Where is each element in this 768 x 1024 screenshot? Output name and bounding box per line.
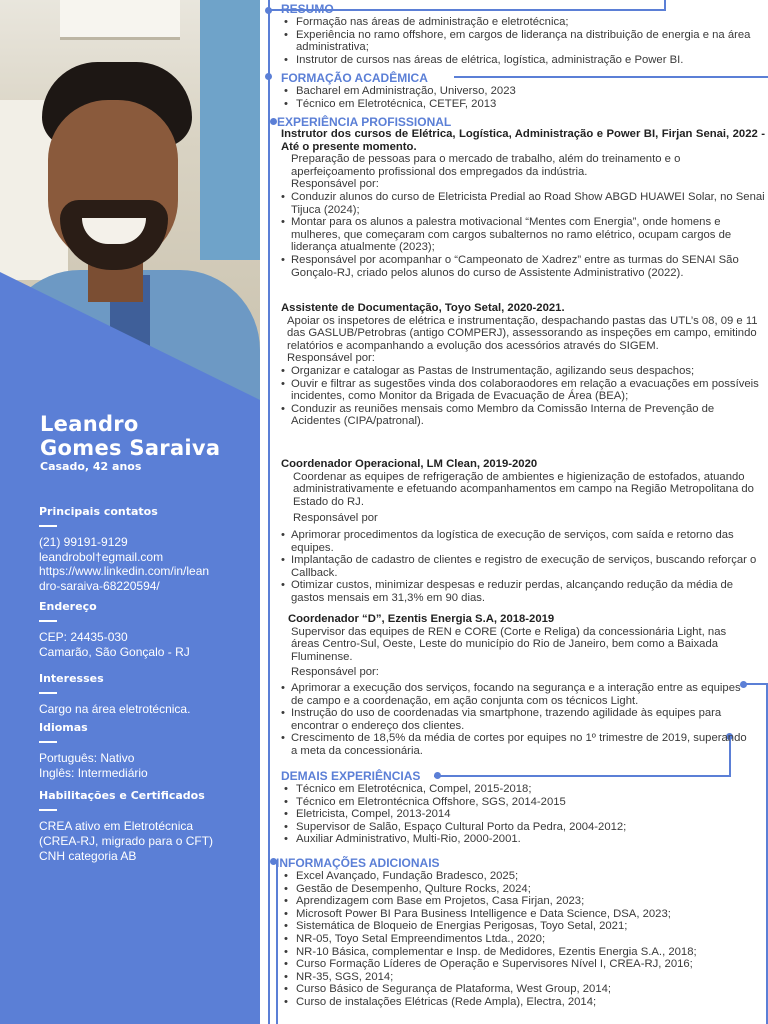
list-item: • Aprendizagem com Base em Projetos, Casa Firjan, 2023; xyxy=(280,895,764,908)
list-item: • Sistemática de Bloqueio de Energias Perigosas, Toyo Setal, 2021; xyxy=(280,920,764,933)
list-item: • Excel Avançado, Fundação Bradesco, 2025; xyxy=(280,870,764,883)
job-ezentis xyxy=(281,613,755,758)
timeline-connector xyxy=(276,860,278,1024)
resumo-title: RESUMO xyxy=(281,2,334,16)
timeline-line xyxy=(268,0,270,1024)
resumo-list xyxy=(280,16,762,66)
divider xyxy=(39,525,57,527)
list-item: • Técnico em Eletrotécnica, Compel, 2015-2018; xyxy=(280,783,762,796)
job-title: Coordenador “D”, Ezentis Energia S.A, 2018-2019 xyxy=(288,613,555,625)
language-item: Inglês: Intermediário xyxy=(39,766,148,780)
list-item: • Otimizar custos, minimizar despesas e reduzir perdas, alcançando redução da média de gastos mensais em 31,3% em 90 dias. xyxy=(281,579,765,604)
sidebar xyxy=(0,0,260,1024)
list-item: • Técnico em Eletrontécnica Offshore, SGS, 2014-2015 xyxy=(280,796,762,809)
timeline-connector xyxy=(664,0,666,11)
list-item: • Curso de instalações Elétricas (Rede Ampla), Electra, 2014; xyxy=(280,996,764,1009)
cert-line: (CREA-RJ, migrado para o CFT) xyxy=(39,834,214,848)
job-resp-label: Responsável por: xyxy=(287,352,375,365)
address-title: Endereço xyxy=(39,600,97,613)
address-section xyxy=(39,600,254,660)
photo-wedge xyxy=(0,0,260,400)
marital-status: Casado, 42 anos xyxy=(40,460,142,473)
job-toyo xyxy=(281,302,761,428)
list-item: • Instrutor de cursos nas áreas de elétrica, logística, administração e Power BI. xyxy=(280,54,762,67)
list-item: • Crescimento de 18,5% da média de cortes por equipes no 1º trimestre de 2019, superando a meta da concessionária. xyxy=(281,732,755,757)
address-city: Camarão, São Gonçalo - RJ xyxy=(39,645,190,659)
list-item: • NR-05, Toyo Setal Empreendimentos Ltda., 2020; xyxy=(280,933,764,946)
timeline-connector xyxy=(434,775,730,777)
address-cep: CEP: 24435-030 xyxy=(39,630,128,644)
timeline-dot xyxy=(265,73,272,80)
certs-section xyxy=(39,789,254,864)
list-item: • Curso Básico de Segurança de Plataforma, West Group, 2014; xyxy=(280,983,764,996)
cert-line: CREA ativo em Eletrotécnica xyxy=(39,819,194,833)
language-item: Português: Nativo xyxy=(39,751,135,765)
list-item: • Bacharel em Administração, Universo, 2023 xyxy=(280,85,762,98)
list-item: • Montar para os alunos a palestra motivacional “Mentes com Energia”, onde homens e mulheres, que começaram com cargos subalternos no ramo elétrico, ocupam cargos de liderança atualmente (2023); xyxy=(281,216,765,254)
list-item: • Ouvir e filtrar as sugestões vinda dos colaboraodores em relação a evacuações em possíveis incidentes, como Monitor da Brigada de Evacuação de Área (BEA); xyxy=(281,378,761,403)
job-resp-label: Responsável por: xyxy=(291,178,379,191)
languages-section xyxy=(39,721,254,781)
contacts-title: Principais contatos xyxy=(39,505,158,518)
list-item: • Eletricista, Compel, 2013-2014 xyxy=(280,808,762,821)
list-item: • Instrução do uso de coordenadas via smartphone, trazendo agilidade às equipes para encontrar o endereço dos clientes. xyxy=(281,707,755,732)
phone: (21) 99191-9129 xyxy=(39,535,128,549)
list-item: • NR-10 Básica, complementar e Insp. de Medidores, Ezentis Energia S.A., 2018; xyxy=(280,946,764,959)
first-name: Leandro xyxy=(40,412,139,436)
job-description: Apoiar os inspetores de elétrica e instrumentação, despachando pastas das UTL’s 08, 09 e 11 das GASLUB/Petrobras (antigo COMPERJ), assessorando as inspeções em campo, emitindo relatórios e acompanhando a evolução dos acessórios através do SIGEM. xyxy=(287,314,758,352)
job-lmclean xyxy=(281,458,765,605)
job-title: Instrutor dos cursos de Elétrica, Logística, Administração e Power BI, Firjan Senai, 2022 - Até o presente momento. xyxy=(281,128,765,153)
last-name: Gomes Saraiva xyxy=(40,436,221,460)
timeline-dot xyxy=(434,772,441,779)
demais-list xyxy=(280,783,762,846)
demais-title: DEMAIS EXPERIÊNCIAS xyxy=(281,769,421,783)
timeline-dot xyxy=(265,7,272,14)
experiencia-title: EXPERIÊNCIA PROFISSIONAL xyxy=(277,115,452,129)
formacao-list xyxy=(280,85,762,110)
list-item: • Conduzir as reuniões mensais como Membro da Comissão Interna de Prevenção de Acidentes (CIPA/patronal). xyxy=(281,403,761,428)
linkedin-line1[interactable]: https://www.linkedin.com/in/lean xyxy=(39,564,210,578)
list-item: • Conduzir alunos do curso de Eletricista Predial ao Road Show ABGD HUAWEI Solar, no Senai Tijuca (2024); xyxy=(281,191,765,216)
job-resp-label: Responsável por xyxy=(293,512,378,525)
list-item: • NR-35, SGS, 2014; xyxy=(280,971,764,984)
divider xyxy=(39,741,57,743)
name-block xyxy=(40,412,255,474)
job-description: Coordenar as equipes de refrigeração de ambientes e higienização de estofados, atuando administrativamente e efetuando acompanhamentos em campo na Região Metropolitana do Estado do RJ. xyxy=(293,470,754,508)
list-item: • Aprimorar a execução dos serviços, focando na segurança e a interação entre as equipes de campo e a coordenação, em ação conjunta com os técnicos Light. xyxy=(281,682,755,707)
list-item: • Organizar e catalogar as Pastas de Instrumentação, agilizando seus despachos; xyxy=(281,365,761,378)
list-item: • Aprimorar procedimentos da logística de execução de serviços, com saída e retorno das equipes. xyxy=(281,529,765,554)
interests-text: Cargo na área eletrotécnica. xyxy=(39,702,191,716)
job-firjan xyxy=(281,128,765,279)
list-item: • Gestão de Desempenho, Qulture Rocks, 2024; xyxy=(280,883,764,896)
formacao-title: FORMAÇÃO ACADÊMICA xyxy=(281,71,428,85)
list-item: • Implantação de cadastro de clientes e registro de execução de serviços, buscando reforçar o Callback. xyxy=(281,554,765,579)
interests-title: Interesses xyxy=(39,672,104,685)
adicionais-title: INFORMAÇÕES ADICIONAIS xyxy=(276,856,440,870)
adicionais-list xyxy=(280,870,764,1009)
timeline-connector xyxy=(454,76,768,78)
certs-title: Habilitações e Certificados xyxy=(39,789,205,802)
list-item: • Microsoft Power BI Para Business Intelligence e Data Science, DSA, 2023; xyxy=(280,908,764,921)
divider xyxy=(39,692,57,694)
timeline-dot xyxy=(270,118,277,125)
divider xyxy=(39,620,57,622)
job-description: Supervisor das equipes de REN e CORE (Corte e Religa) da concessionária Light, nas áreas Centro-Sul, Oeste, Leste do município do Rio de Janeiro, bem como a Baixada Fluminense. xyxy=(291,625,727,663)
job-description: Preparação de pessoas para o mercado de trabalho, além do treinamento e o aperfeiçoamento profissional dos empregados da indústria. xyxy=(291,153,681,178)
linkedin-line2[interactable]: dro-saraiva-68220594/ xyxy=(39,578,160,593)
interests-section xyxy=(39,672,254,717)
list-item: • Responsável por acompanhar o “Campeonato de Xadrez” entre as turmas do SENAI São Gonçalo-RJ, criado pelos alunos do curso de Assistente Administrativo (2022). xyxy=(281,254,765,279)
list-item: • Técnico em Eletrotécnica, CETEF, 2013 xyxy=(280,98,762,111)
job-resp-label: Responsável por: xyxy=(291,666,379,679)
list-item: • Auxiliar Administrativo, Multi-Rio, 2000-2001. xyxy=(280,833,762,846)
job-title: Coordenador Operacional, LM Clean, 2019-2020 xyxy=(281,458,538,470)
job-title: Assistente de Documentação, Toyo Setal, 2020-2021. xyxy=(281,302,565,314)
divider xyxy=(39,809,57,811)
languages-title: Idiomas xyxy=(39,721,88,734)
list-item: • Supervisor de Salão, Espaço Cultural Porto da Pedra, 2004-2012; xyxy=(280,821,762,834)
cert-line: CNH categoria AB xyxy=(39,849,137,863)
list-item: • Curso Formação Líderes de Operação e Supervisores Nível I, CREA-RJ, 2016; xyxy=(280,958,764,971)
email: leandrobol†egmail.com xyxy=(39,549,164,564)
list-item: • Formação nas áreas de administração e eletrotécnica; xyxy=(280,16,762,29)
list-item: • Experiência no ramo offshore, em cargos de liderança na distribuição de energia e na área administrativa; xyxy=(280,29,762,54)
contacts-section xyxy=(39,505,254,593)
